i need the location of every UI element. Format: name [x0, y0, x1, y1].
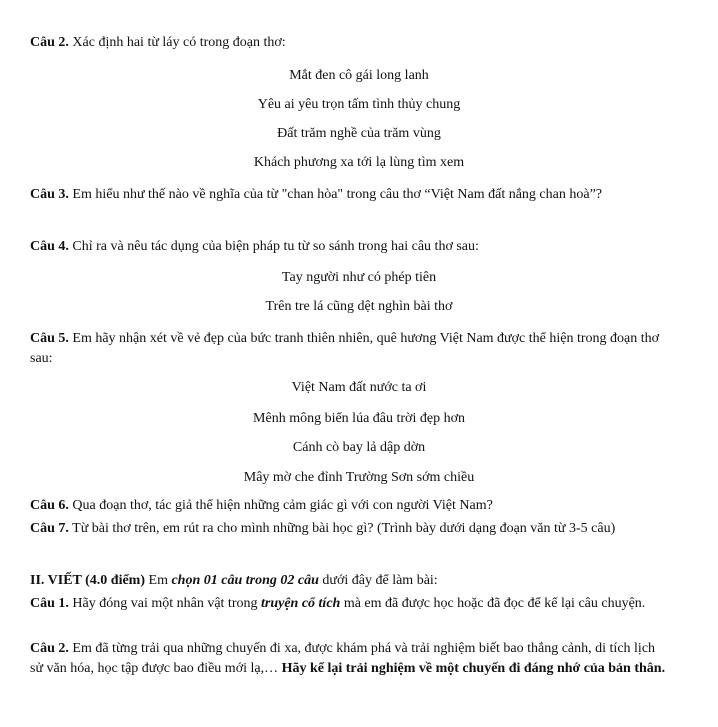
question-text: Em hãy nhận xét về vẻ đẹp của bức tranh thiên nhiên, quê hương Việt Nam được thể hiện trong đoạn thơ sau: [30, 331, 660, 366]
question-text: Em hiểu như thế nào về nghĩa của từ "chan hòa" trong câu thơ “Việt Nam đất nắng chan hoà”? [68, 187, 602, 202]
section-writing-heading [30, 571, 670, 591]
question-label: Câu 3. [30, 187, 69, 202]
poem-line: Việt Nam đất nước ta ơi [291, 380, 427, 395]
writing-question-2 [30, 639, 670, 679]
poem-line: Khách phương xa tới lạ lùng tìm xem [253, 155, 465, 170]
section-text: Em [145, 573, 172, 588]
poem-line: Mắt đen cô gái long lanh [289, 68, 429, 83]
poem-line: Cánh cò bay lả dập dờn [292, 440, 426, 455]
section-text: dưới đây để làm bài: [318, 573, 438, 588]
question-5 [30, 329, 670, 369]
poem-line: Trên tre lá cũng dệt nghìn bài thơ [265, 299, 453, 314]
section-emphasis: chọn 01 câu trong 02 câu [171, 573, 319, 588]
question-emphasis: truyện cổ tích [260, 596, 341, 611]
poem-line: Tay người như có phép tiên [281, 270, 437, 285]
question-4 [30, 237, 670, 257]
question-6 [30, 496, 670, 516]
question-label: Câu 4. [30, 239, 69, 254]
question-label: Câu 6. [30, 498, 69, 513]
poem-line: Mây mờ che đỉnh Trường Sơn sớm chiều [243, 470, 475, 485]
question-text: Em đã từng trải qua những chuyến đi xa, được khám phá và trải nghiệm biết bao thắng cảnh, di tích lịch sử văn hóa, học tập được bao điều mới lạ,… [30, 641, 656, 676]
question-7 [30, 519, 670, 539]
question-2 [30, 33, 670, 53]
question-label: Câu 2. [30, 641, 69, 656]
question-text: Chỉ ra và nêu tác dụng của biện pháp tu từ so sánh trong hai câu thơ sau: [68, 239, 479, 254]
section-title: II. VIẾT (4.0 điểm) [30, 573, 146, 588]
question-label: Câu 7. [30, 521, 69, 536]
question-text: Qua đoạn thơ, tác giả thể hiện những cảm giác gì với con người Việt Nam? [68, 498, 493, 513]
poem-line: Mênh mông biển lúa đâu trời đẹp hơn [253, 411, 465, 426]
question-text: Từ bài thơ trên, em rút ra cho mình những bài học gì? (Trình bày dưới dạng đoạn văn từ 3-5 câu) [68, 521, 616, 536]
question-3 [30, 185, 670, 205]
question-text: Xác định hai từ láy có trong đoạn thơ: [68, 35, 286, 50]
question-label: Câu 5. [30, 331, 69, 346]
question-label: Câu 2. [30, 35, 69, 50]
question-label: Câu 1. [30, 596, 69, 611]
poem-line: Đất trăm nghề của trăm vùng [277, 126, 441, 141]
writing-question-1 [30, 594, 670, 614]
poem-line: Yêu ai yêu trọn tấm tình thủy chung [257, 97, 461, 112]
question-text: mà em đã được học hoặc đã đọc để kể lại câu chuyện. [340, 596, 646, 611]
question-text: Hãy đóng vai một nhân vật trong [68, 596, 261, 611]
question-task: Hãy kể lại trải nghiệm về một chuyến đi đáng nhớ của bản thân. [281, 661, 666, 676]
